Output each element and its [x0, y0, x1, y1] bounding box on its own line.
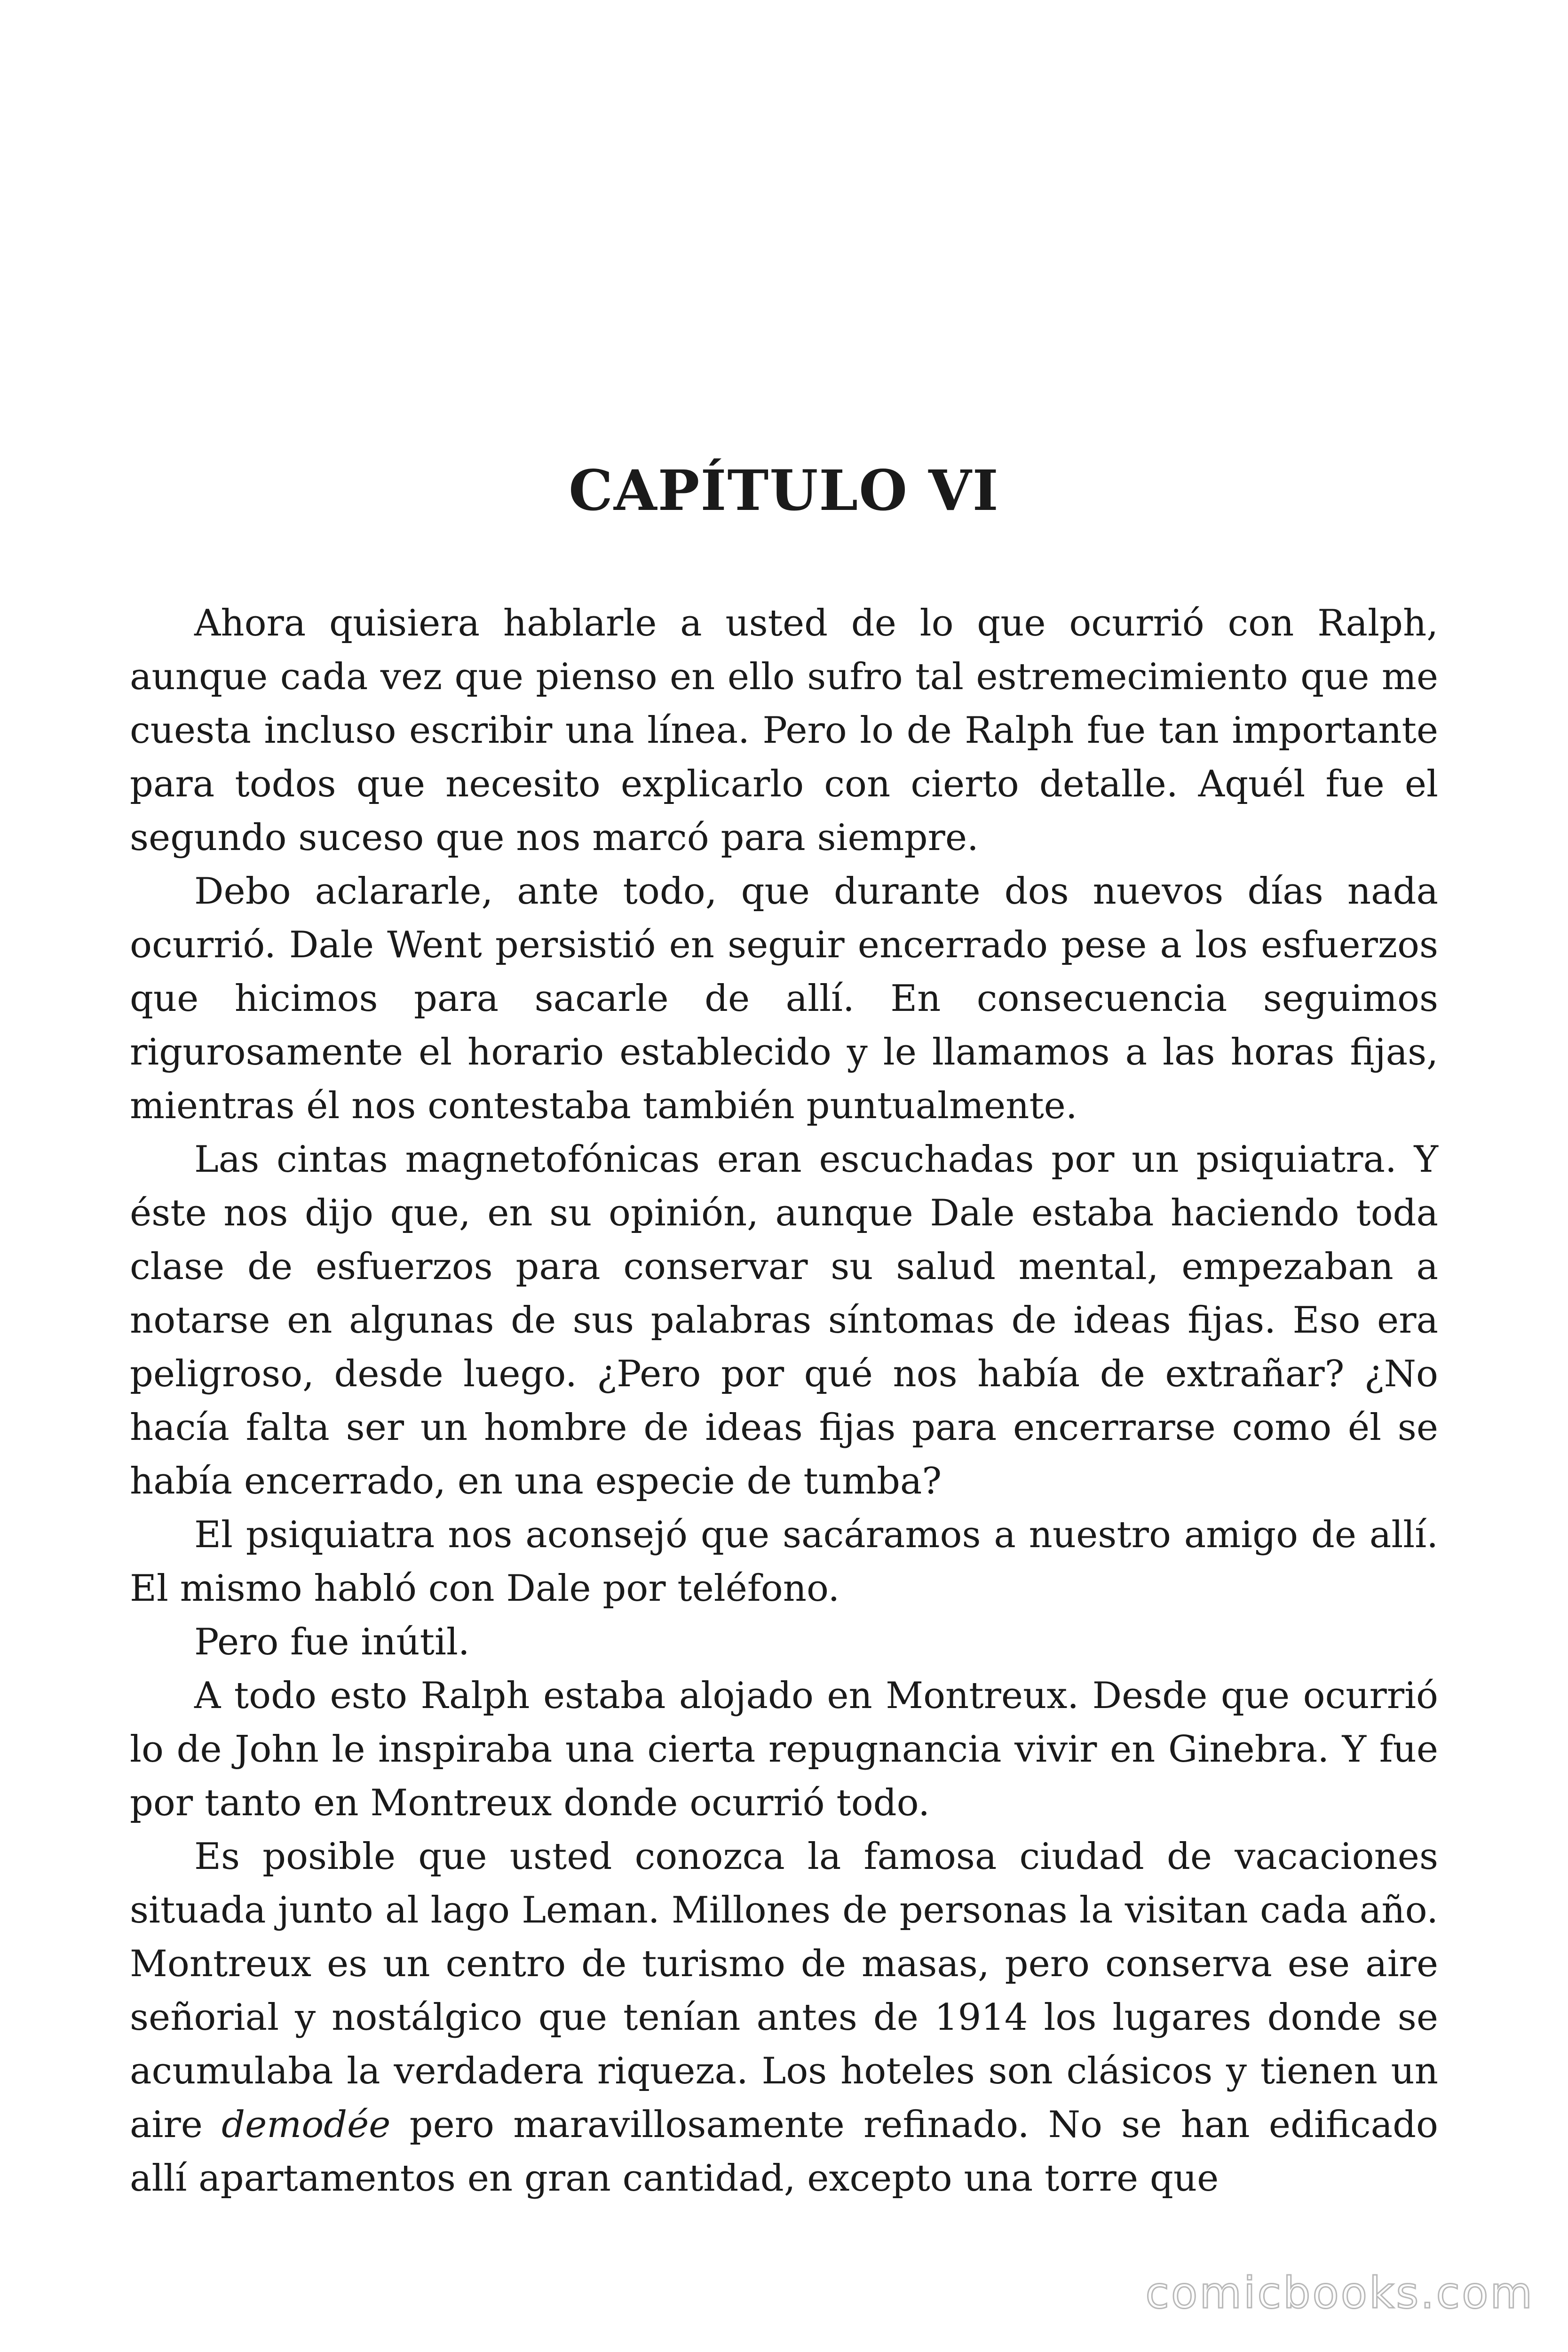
paragraph-3-text: Las cintas magnetofónicas eran escuchadas por un psiquiatra. Y éste nos dijo que, en su opinión, aunque Dale estaba haciendo toda clase de esfuerzos para conservar su salud mental, empezaban a notarse en algunas de sus palabras síntomas de ideas fijas. Eso era peligroso, desde luego. ¿Pero por qué nos había de extrañar? ¿No hacía falta ser un hombre de ideas fijas para encerrarse como él se había encerrado, en una especie de tumba?: [130, 1138, 1438, 1502]
paragraph-7: [130, 1830, 1438, 2205]
paragraph-4: [130, 1508, 1438, 1615]
chapter-title: CAPÍTULO VI: [569, 458, 999, 523]
paragraph-3: [130, 1133, 1438, 1508]
paragraph-5: [130, 1615, 1438, 1669]
paragraph-7-text-end: pero maravillosamente refinado. No se han edificado allí apartamentos en gran cantidad, excepto una torre que: [130, 2104, 1438, 2200]
paragraph-2: [130, 865, 1438, 1133]
paragraph-1: [130, 596, 1438, 865]
paragraph-2-text: Debo aclararle, ante todo, que durante dos nuevos días nada ocurrió. Dale Went persistió en seguir encerrado pese a los esfuerzos que hicimos para sacarle de allí. En consecuencia seguimos rigurosamente el horario establecido y le llamamos a las horas fijas, mientras él nos contestaba también puntualmente.: [130, 870, 1438, 1127]
watermark: comicbooks.com: [1145, 2268, 1534, 2318]
paragraph-7-text: Es posible que usted conozca la famosa ciudad de vacaciones situada junto al lago Leman. Millones de personas la visitan cada año. Montreux es un centro de turismo de masas, pero conserva ese aire señorial y nostálgico que tenían antes de 1914 los lugares donde se acumulaba la verdadera riqueza. Los hoteles son clásicos y tienen un aire: [130, 1836, 1438, 2146]
paragraph-4-text: El psiquiatra nos aconsejó que sacáramos a nuestro amigo de allí. El mismo habló con Dale por teléfono.: [130, 1514, 1438, 1610]
paragraph-6: [130, 1669, 1438, 1830]
paragraph-6-text: A todo esto Ralph estaba alojado en Montreux. Desde que ocurrió lo de John le inspiraba una cierta repugnancia vivir en Ginebra. Y fue por tanto en Montreux donde ocurrió todo.: [130, 1675, 1438, 1824]
chapter-body: [130, 596, 1438, 2205]
paragraph-7-emphasis: demodée: [222, 2104, 391, 2146]
paragraph-5-text: Pero fue inútil.: [194, 1621, 470, 1663]
paragraph-1-text: Ahora quisiera hablarle a usted de lo que ocurrió con Ralph, aunque cada vez que pienso en ello sufro tal estremecimiento que me cuesta incluso escribir una línea. Pero lo de Ralph fue tan importante para todos que necesito explicarlo con cierto detalle. Aquél fue el segundo suceso que nos marcó para siempre.: [130, 602, 1438, 859]
